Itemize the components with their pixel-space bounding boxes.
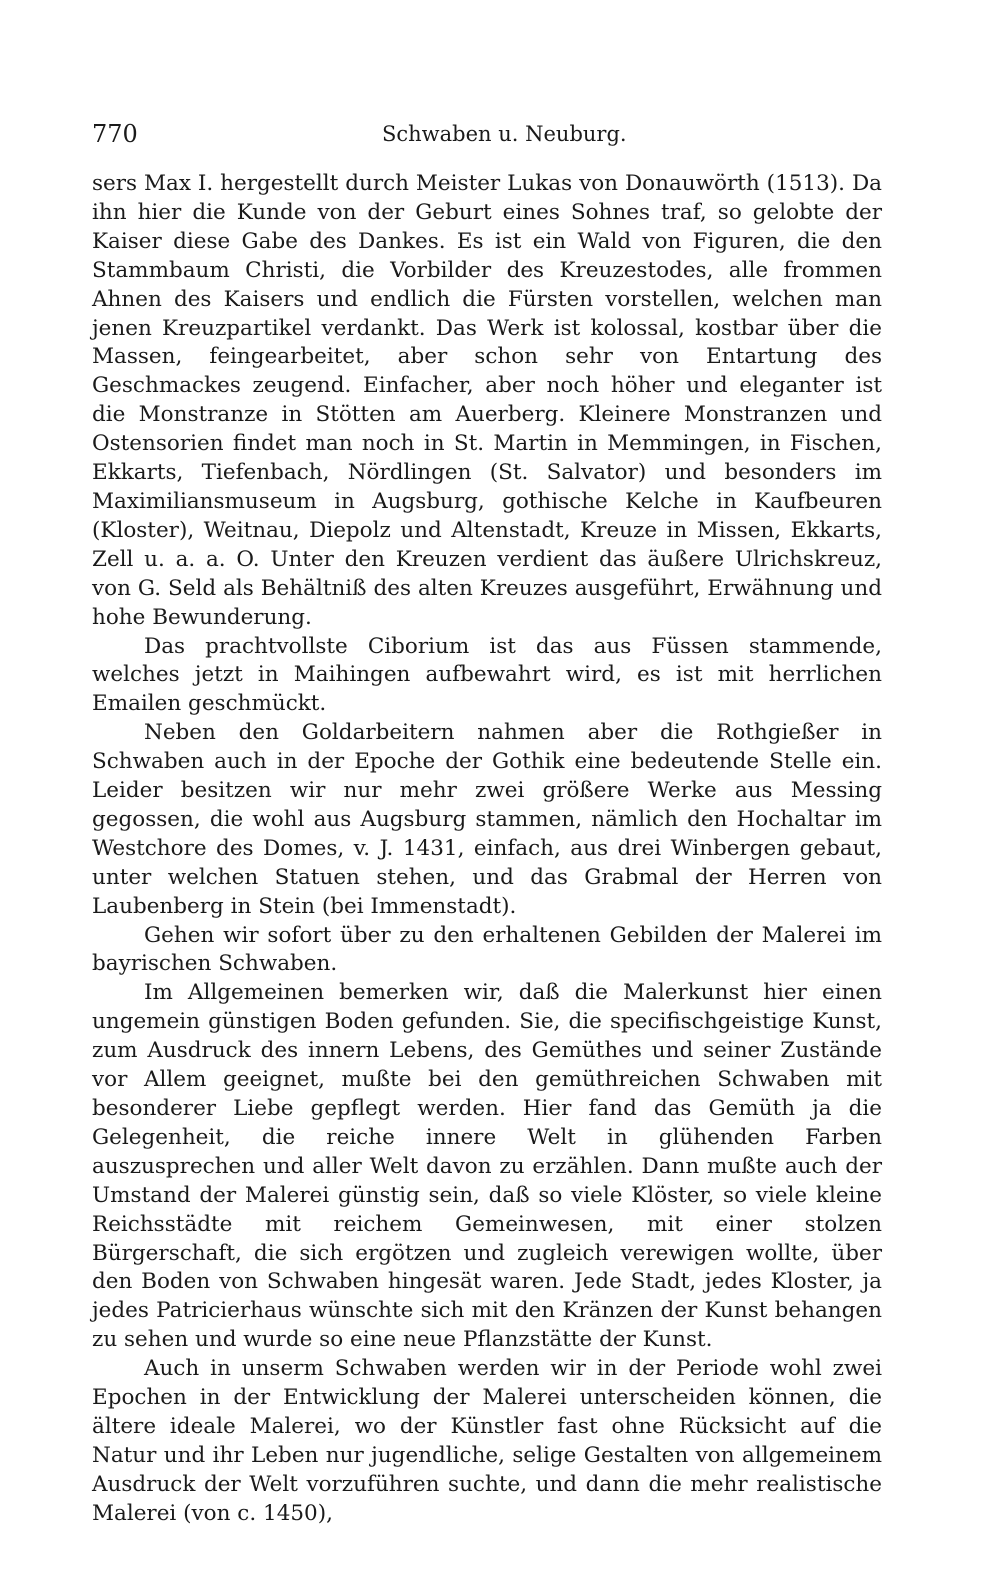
paragraph-5: Im Allgemeinen bemerken wir, daß die Malerkunst hier einen ungemein günstigen Boden gefunden. Sie, die specifischgeistige Kunst, zum Ausdruck des innern Lebens, des Gemüthes und seiner Zustände vor Allem geeignet, mußte bei den gemüthreichen Schwaben mit besonderer Liebe gepflegt werden. Hier fand das Gemüth ja die Gelegenheit, die reiche innere Welt in glühenden Farben auszusprechen und aller Welt davon zu erzählen. Dann mußte auch der Umstand der Malerei günstig sein, daß so viele Klöster, so viele kleine Reichsstädte mit reichem Gemeinwesen, mit einer stolzen Bürgerschaft, die sich ergötzen und zugleich verewigen wollte, über den Boden von Schwaben hingesät waren. Jede Stadt, jedes Kloster, ja jedes Patricierhaus wünschte sich mit den Kränzen der Kunst behangen zu sehen und wurde so eine neue Pflanzstätte der Kunst. [92,980,882,1353]
paragraph-2: Das prachtvollste Ciborium ist das aus Füssen stammende, welches jetzt in Maihingen aufbewahrt wird, es ist mit herrlichen Emailen geschmückt. [92,633,882,717]
paragraph-6: Auch in unserm Schwaben werden wir in der Periode wohl zwei Epochen in der Entwicklung der Malerei unterscheiden können, die ältere ideale Malerei, wo der Künstler fast ohne Rücksicht auf die Natur und ihr Leben nur jugendliche, selige Gestalten von allgemeinem Ausdruck der Welt vorzuführen suchte, und dann die mehr realistische Malerei (von c. 1450), [92,1356,882,1526]
page-header [92,120,880,156]
body-text [92,170,882,1529]
paragraph-1: sers Max I. hergestellt durch Meister Lukas von Donauwörth (1513). Da ihn hier die Kunde von der Geburt eines Sohnes traf, so gelobte der Kaiser diese Gabe des Dankes. Es ist ein Wald von Figuren, die den Stammbaum Christi, die Vorbilder des Kreuzestodes, alle frommen Ahnen des Kaisers und endlich die Fürsten vorstellen, welchen man jenen Kreuzpartikel verdankt. Das Werk ist kolossal, kostbar über die Massen, feingearbeitet, aber schon sehr von Entartung des Geschmackes zeugend. Einfacher, aber noch höher und eleganter ist die Monstranze in Stötten am Auerberg. Kleinere Monstranzen und Ostensorien findet man noch in St. Martin in Memmingen, in Fischen, Ekkarts, Tiefenbach, Nördlingen (St. Salvator) und besonders im Maximiliansmuseum in Augsburg, gothische Kelche in Kaufbeuren (Kloster), Weitnau, Diepolz und Altenstadt, Kreuze in Missen, Ekkarts, Zell u. a. a. O. Unter den Kreuzen verdient das äußere Ulrichskreuz, von G. Seld als Behältniß des alten Kreuzes ausgeführt, Erwähnung und hohe Bewunderung. [92,171,882,630]
page-number: 770 [92,120,138,148]
running-title: Schwaben u. Neuburg. [382,122,627,146]
paragraph-3: Neben den Goldarbeitern nahmen aber die Rothgießer in Schwaben auch in der Epoche der Gothik eine bedeutende Stelle ein. Leider besitzen wir nur mehr zwei größere Werke aus Messing gegossen, die wohl aus Augsburg stammen, nämlich den Hochaltar im Westchore des Domes, v. J. 1431, einfach, aus drei Winbergen gebaut, unter welchen Statuen stehen, und das Grabmal der Herren von Laubenberg in Stein (bei Immenstadt). [92,720,882,919]
paragraph-4: Gehen wir sofort über zu den erhaltenen Gebilden der Malerei im bayrischen Schwaben. [92,922,882,977]
